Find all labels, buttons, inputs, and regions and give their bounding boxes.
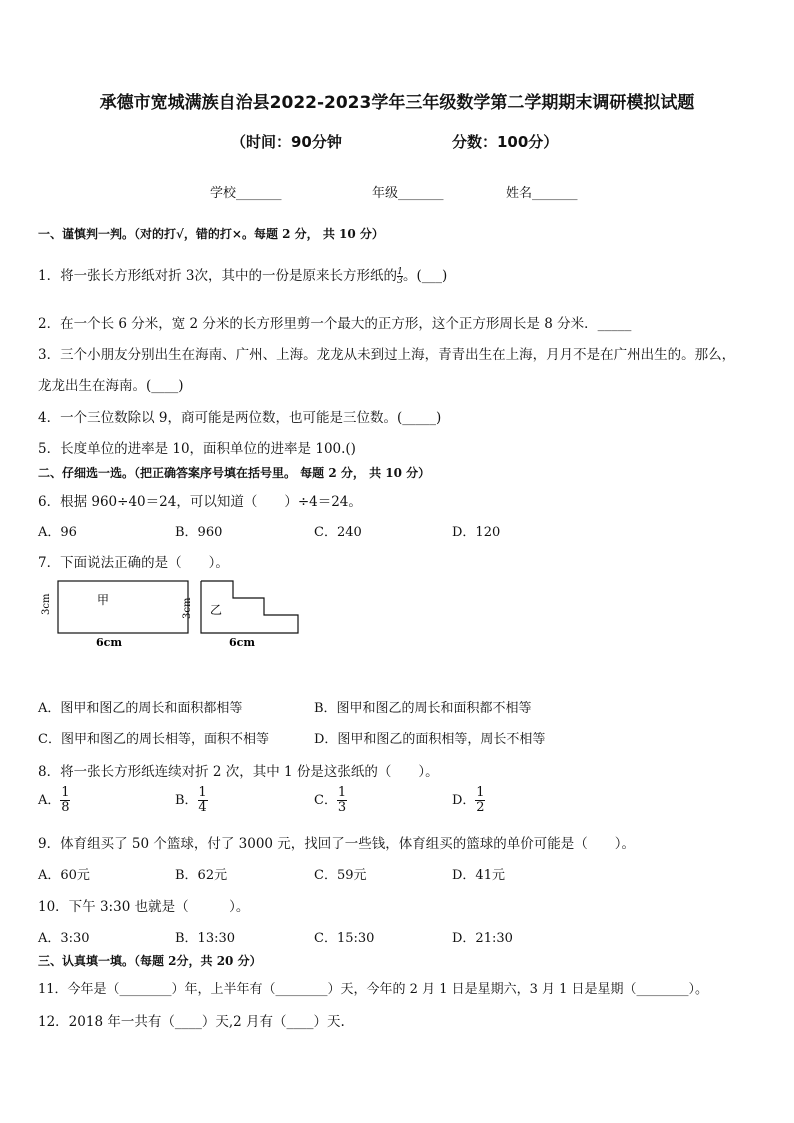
- name-field[interactable]: 姓名_______: [506, 186, 578, 201]
- question-1-text: 1．将一张长方形纸对折 3次，其中的一份是原来长方形纸的: [38, 268, 397, 284]
- section-2-heading: 二、仔细选一选。（把正确答案序号填在括号里。 每题 2 分， 共 10 分）: [38, 466, 431, 480]
- option-label: B．: [175, 793, 198, 808]
- q6-option-a[interactable]: A．96: [38, 525, 77, 540]
- option-label: D．: [452, 793, 476, 808]
- denominator: 3: [337, 800, 347, 815]
- option-label: C．: [314, 793, 337, 808]
- figure-jia-height: 3cm: [41, 593, 52, 615]
- denominator: 3: [397, 276, 403, 286]
- denominator: 8: [61, 800, 70, 815]
- exam-score: 分数：100分）: [452, 133, 559, 151]
- figure-jia-rect: [58, 581, 188, 633]
- question-4: 4．一个三位数除以 9，商可能是两位数，也可能是三位数。(_____): [38, 410, 442, 426]
- option-label: A．: [38, 793, 61, 808]
- question-10: 10．下午 3:30 也就是（ ）。: [38, 899, 250, 915]
- q9-option-c[interactable]: C．59元: [314, 868, 367, 883]
- figure-jia-label: 甲: [97, 593, 110, 607]
- numerator: 1: [337, 785, 347, 800]
- q6-option-b[interactable]: B．960: [175, 525, 223, 540]
- q10-option-d[interactable]: D．21:30: [452, 931, 513, 946]
- q7-option-c[interactable]: C．图甲和图乙的周长相等，面积不相等: [38, 732, 269, 747]
- question-8: 8．将一张长方形纸连续对折 2 次，其中 1 份是这张纸的（ ）。: [38, 764, 439, 780]
- q8-option-b[interactable]: [175, 786, 208, 815]
- q8-option-a[interactable]: [38, 786, 70, 815]
- q9-option-d[interactable]: D．41元: [452, 868, 505, 883]
- question-9: 9．体育组买了 50 个篮球，付了 3000 元，找回了一些钱，体育组买的篮球的单价可能是（ ）。: [38, 836, 636, 852]
- q8-option-d[interactable]: [452, 786, 485, 815]
- fraction: [475, 786, 485, 815]
- question-3-line-2: 龙龙出生在海南。(____): [38, 378, 184, 394]
- figure-yi-width: 6cm: [229, 636, 255, 649]
- question-1: [38, 264, 447, 285]
- question-12: 12．2018 年一共有（____）天,2 月有（____）天.: [38, 1014, 345, 1030]
- q10-option-b[interactable]: B．13:30: [175, 931, 236, 946]
- q7-option-a[interactable]: A．图甲和图乙的周长和面积都相等: [38, 701, 243, 716]
- fraction: [60, 786, 70, 815]
- numerator: 1: [61, 785, 70, 800]
- school-field[interactable]: 学校_______: [210, 186, 282, 201]
- question-7: 7．下面说法正确的是（ ）。: [38, 555, 229, 571]
- section-3-heading: 三、认真填一填。（每题 2分，共 20 分）: [38, 954, 262, 968]
- fraction: [198, 786, 208, 815]
- section-1-heading: 一、谨慎判一判。（对的打√，错的打×。每题 2 分， 共 10 分）: [38, 227, 384, 241]
- figure-yi-label: 乙: [210, 603, 223, 617]
- q7-option-b[interactable]: B．图甲和图乙的周长和面积都不相等: [314, 701, 532, 716]
- figure-yi-height: 3cm: [182, 597, 193, 619]
- fraction: [337, 786, 347, 815]
- q9-option-b[interactable]: B．62元: [175, 868, 228, 883]
- question-6: 6．根据 960÷40＝24，可以知道（ ）÷4＝24。: [38, 494, 362, 510]
- q8-option-c[interactable]: [314, 786, 347, 815]
- denominator: 2: [476, 800, 485, 815]
- q6-option-d[interactable]: D．120: [452, 525, 501, 540]
- grade-field[interactable]: 年级_______: [372, 186, 444, 201]
- exam-time: （时间：90分钟: [231, 133, 342, 151]
- denominator: 4: [198, 800, 207, 815]
- question-3-line-1: 3．三个小朋友分别出生在海南、广州、上海。龙龙从未到过上海，青青出生在上海，月月不是在广州出生的。那么，: [38, 347, 736, 363]
- q7-figures: [30, 575, 320, 655]
- q6-option-c[interactable]: C．240: [314, 525, 362, 540]
- question-11: 11．今年是（________）年，上半年有（________）天，今年的 2 月 1 日是星期六，3 月 1 日是星期（________）。: [38, 982, 709, 997]
- numerator: 1: [198, 785, 207, 800]
- numerator: 1: [476, 785, 485, 800]
- page-title: 承德市宽城满族自治县2022-2023学年三年级数学第二学期期末调研模拟试题: [99, 93, 695, 113]
- q9-option-a[interactable]: A．60元: [38, 868, 90, 883]
- figure-jia-width: 6cm: [96, 636, 122, 649]
- numerator: 1: [397, 267, 403, 277]
- answer-blank[interactable]: 。(___): [402, 268, 448, 284]
- question-5: 5．长度单位的进率是 10，面积单位的进率是 100.(): [38, 441, 356, 457]
- q10-option-c[interactable]: C．15:30: [314, 931, 375, 946]
- q7-option-d[interactable]: D．图甲和图乙的面积相等，周长不相等: [314, 732, 546, 747]
- q10-option-a[interactable]: A．3:30: [38, 931, 90, 946]
- question-2: 2．在一个长 6 分米，宽 2 分米的长方形里剪一个最大的正方形，这个正方形周长是 8 分米．_____: [38, 316, 632, 332]
